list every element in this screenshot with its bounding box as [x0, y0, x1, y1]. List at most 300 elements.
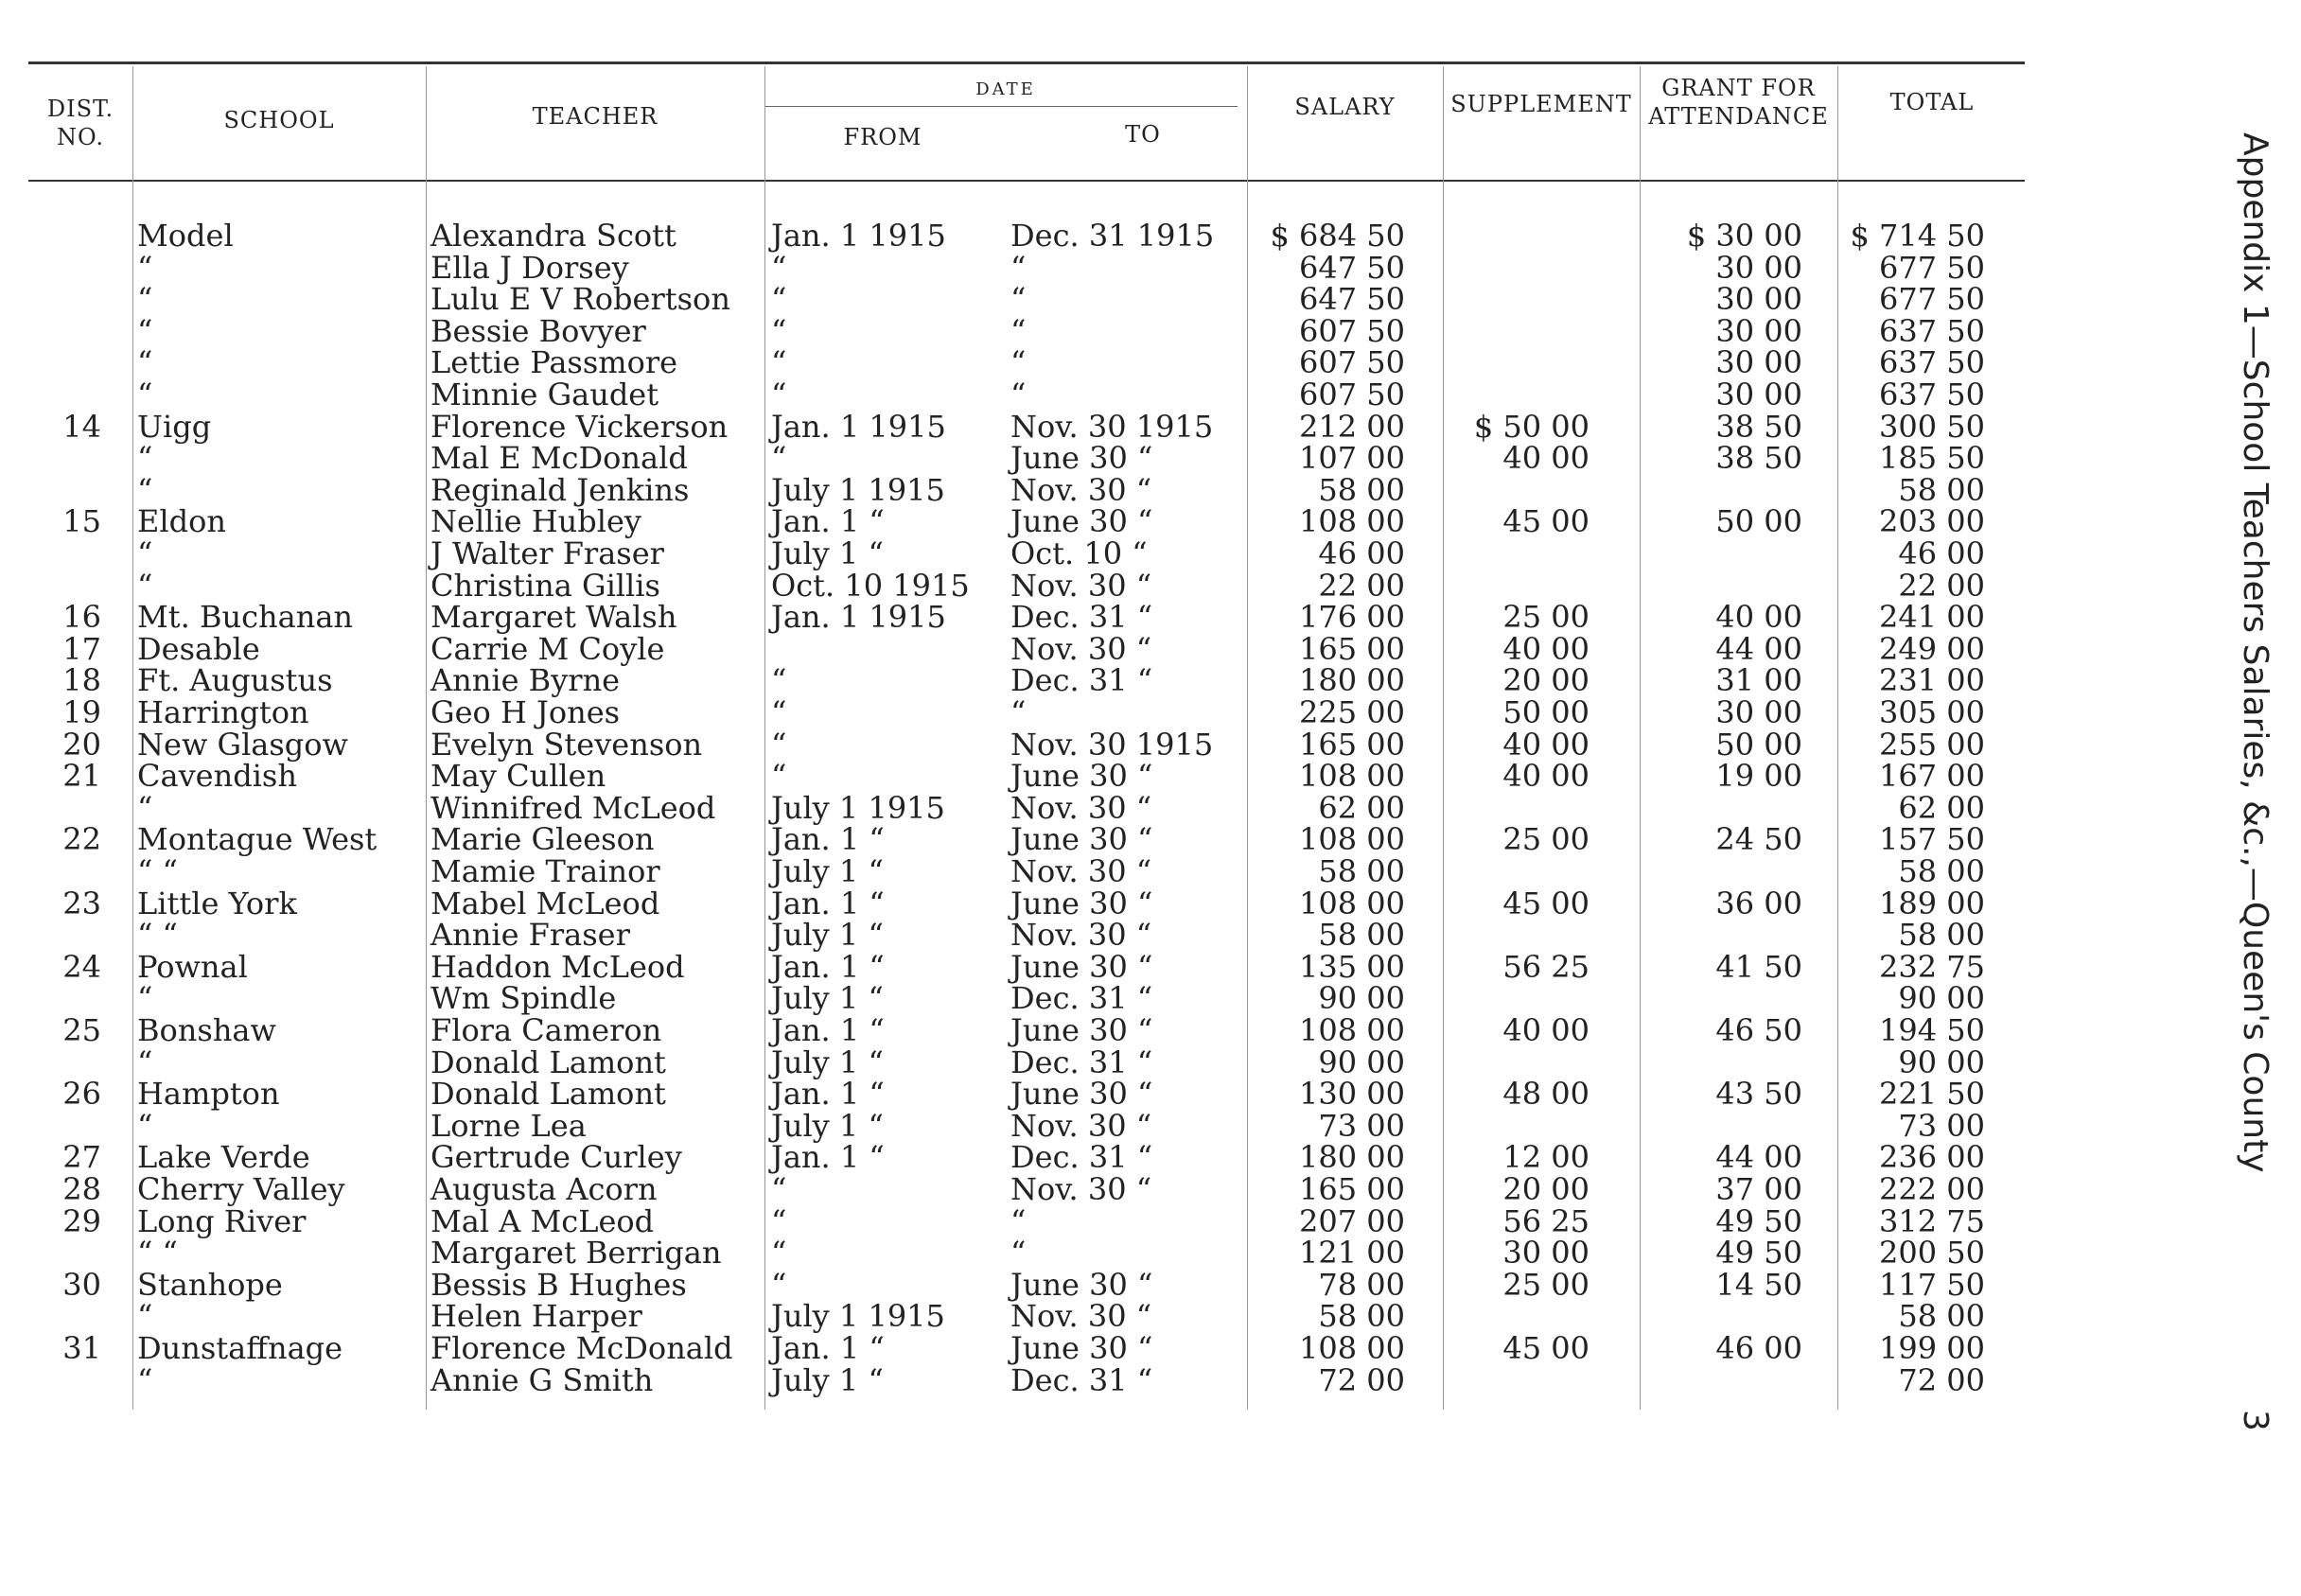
cell-school: “: [137, 567, 153, 604]
cell-grant: 31 00: [1715, 662, 1802, 699]
cell-salary: 607 50: [1299, 344, 1405, 381]
cell-to: Dec. 31 “: [1010, 662, 1153, 699]
cell-salary: 78 00: [1318, 1266, 1405, 1303]
cell-to: Nov. 30 “: [1010, 1298, 1152, 1335]
table-row: [0, 378, 2176, 411]
cell-dist: 14: [62, 408, 101, 445]
cell-salary: 180 00: [1299, 1139, 1405, 1176]
cell-teacher: Carrie M Coyle: [430, 630, 665, 667]
cell-total: 241 00: [1879, 599, 1985, 636]
cell-total: 62 00: [1898, 789, 1985, 826]
table-row: [0, 1298, 2176, 1335]
cell-total: 222 00: [1879, 1171, 1985, 1207]
cell-to: Dec. 31 1915: [1010, 218, 1215, 254]
cell-dist: 27: [62, 1139, 101, 1176]
cell-from: “: [771, 344, 787, 381]
cell-salary: 108 00: [1299, 758, 1405, 795]
cell-total: 157 50: [1879, 821, 1985, 858]
cell-to: “: [1010, 249, 1027, 286]
cell-salary: 647 50: [1299, 281, 1405, 318]
cell-school: Little York: [137, 885, 297, 921]
cell-total: 22 00: [1898, 567, 1985, 604]
cell-grant: 50 00: [1715, 503, 1802, 540]
cell-grant: 30 00: [1715, 694, 1802, 730]
side-caption-band: [2236, 132, 2275, 1514]
cell-from: “: [771, 1235, 787, 1272]
cell-school: “: [137, 789, 153, 826]
cell-dist: 21: [62, 758, 101, 795]
cell-to: Nov. 30 “: [1010, 917, 1152, 954]
cell-dist: 24: [62, 948, 101, 985]
cell-grant: 49 50: [1715, 1235, 1802, 1272]
cell-salary: 108 00: [1299, 1330, 1405, 1366]
cell-school: “ “: [137, 917, 178, 954]
cell-school: “: [137, 249, 153, 286]
cell-total: 677 50: [1879, 249, 1985, 286]
table-row: [0, 1046, 2176, 1079]
cell-school: “: [137, 1044, 153, 1080]
top-rule: [28, 61, 2025, 64]
cell-school: “: [137, 312, 153, 349]
cell-total: 58 00: [1898, 853, 1985, 889]
cell-from: “: [771, 440, 787, 477]
cell-from: Jan. 1 “: [771, 948, 885, 985]
cell-grant: 30 00: [1715, 344, 1802, 381]
cell-teacher: Christina Gillis: [430, 567, 660, 604]
cell-salary: 46 00: [1318, 535, 1405, 571]
cell-teacher: Minnie Gaudet: [430, 377, 659, 412]
cell-from: “: [771, 758, 787, 795]
cell-school: Ft. Augustus: [137, 662, 333, 699]
cell-teacher: Annie G Smith: [430, 1361, 654, 1398]
cell-supplement: 25 00: [1502, 599, 1590, 636]
cell-supplement: 45 00: [1502, 885, 1590, 921]
table-row: [0, 821, 2176, 858]
cell-from: July 1 1915: [771, 471, 945, 508]
cell-total: 236 00: [1879, 1139, 1985, 1176]
header-bottom-rule: [28, 180, 2025, 182]
cell-from: Jan. 1 “: [771, 1012, 885, 1048]
cell-salary: 225 00: [1299, 694, 1405, 730]
cell-grant: 38 50: [1715, 440, 1802, 477]
table-row: [0, 537, 2176, 570]
cell-school: “: [137, 980, 153, 1017]
table-row: [0, 887, 2176, 920]
table-row: [0, 312, 2176, 349]
cell-supplement: 20 00: [1502, 662, 1590, 699]
cell-from: “: [771, 1266, 787, 1303]
table-row: [0, 789, 2176, 826]
table-row: [0, 917, 2176, 954]
cell-school: “: [137, 281, 153, 318]
cell-teacher: Ella J Dorsey: [430, 249, 629, 286]
table-row: [0, 1332, 2176, 1364]
cell-total: 677 50: [1879, 281, 1985, 318]
cell-to: June 30 “: [1010, 821, 1153, 858]
cell-supplement: 40 00: [1502, 1012, 1590, 1048]
cell-grant: 30 00: [1715, 281, 1802, 318]
table-row: [0, 219, 2176, 252]
cell-from: “: [771, 1202, 787, 1239]
cell-to: Nov. 30 “: [1010, 630, 1152, 667]
cell-dist: 25: [62, 1012, 101, 1048]
cell-teacher: Florence Vickerson: [430, 408, 729, 445]
cell-teacher: Bessie Bovyer: [430, 312, 646, 349]
cell-dist: 15: [62, 503, 101, 540]
table-row: [0, 948, 2176, 985]
cell-to: June 30 “: [1010, 1266, 1153, 1303]
cell-to: “: [1010, 377, 1027, 412]
table-row: [0, 1139, 2176, 1176]
cell-grant: 14 50: [1715, 1266, 1802, 1303]
cell-dist: 17: [62, 630, 101, 667]
cell-salary: 130 00: [1299, 1076, 1405, 1113]
cell-grant: 44 00: [1715, 630, 1802, 667]
cell-total: 637 50: [1879, 377, 1985, 412]
cell-supplement: 25 00: [1502, 1266, 1590, 1303]
cell-school: “ “: [137, 1235, 178, 1272]
cell-salary: 176 00: [1299, 599, 1405, 636]
cell-teacher: Donald Lamont: [430, 1076, 666, 1113]
cell-total: 189 00: [1879, 885, 1985, 921]
cell-grant: 50 00: [1715, 726, 1802, 763]
cell-to: Nov. 30 “: [1010, 1107, 1152, 1144]
cell-total: 232 75: [1879, 948, 1985, 985]
cell-teacher: Mabel McLeod: [430, 885, 660, 921]
cell-school: Cherry Valley: [137, 1171, 345, 1207]
cell-salary: 121 00: [1299, 1235, 1405, 1272]
cell-dist: 26: [62, 1076, 101, 1113]
cell-teacher: Lorne Lea: [430, 1107, 587, 1144]
cell-from: July 1 “: [771, 535, 884, 571]
cell-supplement: 20 00: [1502, 1171, 1590, 1207]
cell-supplement: 25 00: [1502, 821, 1590, 858]
cell-school: Mt. Buchanan: [137, 599, 353, 636]
cell-teacher: Annie Byrne: [430, 662, 621, 699]
cell-teacher: Florence McDonald: [430, 1330, 733, 1366]
cell-teacher: Winnifred McLeod: [430, 789, 716, 826]
cell-supplement: 40 00: [1502, 726, 1590, 763]
cell-total: 637 50: [1879, 344, 1985, 381]
cell-supplement: 30 00: [1502, 1235, 1590, 1272]
cell-to: “: [1010, 694, 1027, 730]
cell-to: Nov. 30 1915: [1010, 408, 1214, 445]
cell-salary: 58 00: [1318, 471, 1405, 508]
cell-grant: 30 00: [1715, 377, 1802, 412]
cell-salary: 212 00: [1299, 408, 1405, 445]
cell-dist: 23: [62, 885, 101, 921]
cell-from: Jan. 1 “: [771, 821, 885, 858]
date-header-rule: [764, 106, 1238, 107]
header-supplement: SUPPLEMENT: [1450, 91, 1632, 117]
cell-school: “: [137, 1298, 153, 1335]
cell-salary: 72 00: [1318, 1361, 1405, 1398]
cell-total: 117 50: [1879, 1266, 1985, 1303]
cell-dist: 30: [62, 1266, 101, 1303]
cell-salary: 58 00: [1318, 853, 1405, 889]
cell-teacher: Mamie Trainor: [430, 853, 660, 889]
cell-teacher: Evelyn Stevenson: [430, 726, 703, 763]
cell-to: Nov. 30 “: [1010, 471, 1152, 508]
table-row: [0, 249, 2176, 286]
cell-salary: 62 00: [1318, 789, 1405, 826]
cell-from: “: [771, 377, 787, 412]
cell-total: 231 00: [1879, 662, 1985, 699]
cell-supplement: 40 00: [1502, 630, 1590, 667]
cell-total: 199 00: [1879, 1330, 1985, 1366]
cell-salary: 90 00: [1318, 980, 1405, 1017]
cell-salary: 107 00: [1299, 440, 1405, 477]
cell-teacher: Margaret Walsh: [430, 599, 677, 636]
cell-grant: 19 00: [1715, 758, 1802, 795]
table-row: [0, 980, 2176, 1017]
cell-total: 305 00: [1879, 694, 1985, 730]
side-caption: Appendix 1—School Teachers Salaries, &c.,—Queen's County: [2236, 132, 2275, 1173]
cell-total: 300 50: [1879, 408, 1985, 445]
cell-grant: 24 50: [1715, 821, 1802, 858]
cell-to: June 30 “: [1010, 948, 1153, 985]
page-number: 3: [2236, 1410, 2275, 1431]
cell-school: Harrington: [137, 694, 309, 730]
cell-teacher: Augusta Acorn: [430, 1171, 658, 1207]
cell-school: Uigg: [137, 408, 212, 445]
cell-to: “: [1010, 1202, 1027, 1239]
cell-school: New Glasgow: [137, 726, 348, 763]
cell-from: July 1 “: [771, 980, 884, 1017]
table-row: [0, 408, 2176, 445]
cell-from: “: [771, 281, 787, 318]
cell-school: Eldon: [137, 503, 226, 540]
cell-total: 203 00: [1879, 503, 1985, 540]
header-teacher: TEACHER: [532, 103, 659, 130]
cell-to: June 30 “: [1010, 1076, 1153, 1113]
cell-from: “: [771, 1171, 787, 1207]
table-row: [0, 1361, 2176, 1398]
cell-teacher: Donald Lamont: [430, 1044, 666, 1080]
table-row: [0, 344, 2176, 381]
cell-to: Nov. 30 “: [1010, 789, 1152, 826]
table-row: [0, 662, 2176, 699]
table-row: [0, 1173, 2176, 1205]
cell-grant: 44 00: [1715, 1139, 1802, 1176]
cell-salary: 73 00: [1318, 1107, 1405, 1144]
table-row: [0, 758, 2176, 795]
cell-to: June 30 “: [1010, 1012, 1153, 1048]
cell-total: 167 00: [1879, 758, 1985, 795]
cell-from: Oct. 10 1915: [771, 567, 970, 604]
cell-dist: 28: [62, 1171, 101, 1207]
cell-school: Pownal: [137, 948, 248, 985]
cell-salary: 207 00: [1299, 1202, 1405, 1239]
table-row: [0, 440, 2176, 477]
cell-total: 185 50: [1879, 440, 1985, 477]
cell-to: June 30 “: [1010, 503, 1153, 540]
cell-supplement: $ 50 00: [1473, 408, 1590, 445]
cell-school: Model: [137, 218, 234, 254]
cell-salary: 108 00: [1299, 821, 1405, 858]
cell-from: Jan. 1 “: [771, 503, 885, 540]
cell-total: 58 00: [1898, 1298, 1985, 1335]
table-row: [0, 1266, 2176, 1303]
cell-total: 58 00: [1898, 917, 1985, 954]
cell-total: 200 50: [1879, 1235, 1985, 1272]
cell-grant: 30 00: [1715, 312, 1802, 349]
cell-salary: 135 00: [1299, 948, 1405, 985]
cell-supplement: 56 25: [1502, 1202, 1590, 1239]
cell-teacher: Haddon McLeod: [430, 948, 685, 985]
cell-school: “: [137, 471, 153, 508]
cell-school: Montague West: [137, 821, 378, 858]
cell-salary: $ 684 50: [1270, 218, 1405, 254]
header-to: TO: [1125, 121, 1161, 148]
cell-salary: 108 00: [1299, 503, 1405, 540]
cell-school: “: [137, 377, 153, 412]
cell-from: July 1 “: [771, 853, 884, 889]
cell-teacher: Flora Cameron: [430, 1012, 662, 1048]
header-dist-no: DIST. NO.: [46, 96, 114, 150]
cell-to: “: [1010, 281, 1027, 318]
cell-grant: 41 50: [1715, 948, 1802, 985]
cell-school: Stanhope: [137, 1266, 283, 1303]
cell-grant: 46 50: [1715, 1012, 1802, 1048]
cell-school: Long River: [137, 1202, 307, 1239]
table-row: [0, 696, 2176, 728]
cell-to: Dec. 31 “: [1010, 1044, 1153, 1080]
cell-from: July 1 1915: [771, 1298, 945, 1335]
cell-dist: 22: [62, 821, 101, 858]
cell-to: “: [1010, 312, 1027, 349]
cell-salary: 180 00: [1299, 662, 1405, 699]
cell-from: Jan. 1 “: [771, 1076, 885, 1113]
cell-teacher: Lettie Passmore: [430, 344, 678, 381]
cell-supplement: 48 00: [1502, 1076, 1590, 1113]
cell-to: Dec. 31 “: [1010, 1361, 1153, 1398]
cell-to: Nov. 30 1915: [1010, 726, 1214, 763]
cell-total: $ 714 50: [1850, 218, 1985, 254]
cell-from: July 1 1915: [771, 789, 945, 826]
cell-teacher: Annie Fraser: [430, 917, 630, 954]
cell-salary: 58 00: [1318, 917, 1405, 954]
cell-from: “: [771, 249, 787, 286]
cell-school: “: [137, 440, 153, 477]
cell-grant: 43 50: [1715, 1076, 1802, 1113]
cell-dist: 16: [62, 599, 101, 636]
cell-salary: 58 00: [1318, 1298, 1405, 1335]
cell-dist: 29: [62, 1202, 101, 1239]
cell-teacher: Helen Harper: [430, 1298, 642, 1335]
cell-school: “: [137, 1107, 153, 1144]
cell-to: Dec. 31 “: [1010, 599, 1153, 636]
cell-supplement: 12 00: [1502, 1139, 1590, 1176]
cell-dist: 18: [62, 662, 101, 699]
cell-teacher: May Cullen: [430, 758, 606, 795]
cell-teacher: Mal A McLeod: [430, 1202, 655, 1239]
cell-teacher: Gertrude Curley: [430, 1139, 682, 1176]
cell-supplement: 45 00: [1502, 1330, 1590, 1366]
cell-salary: 165 00: [1299, 726, 1405, 763]
cell-to: Nov. 30 “: [1010, 567, 1152, 604]
cell-school: Dunstaffnage: [137, 1330, 343, 1366]
table-row: [0, 1235, 2176, 1272]
cell-school: “: [137, 1361, 153, 1398]
cell-salary: 108 00: [1299, 1012, 1405, 1048]
cell-salary: 90 00: [1318, 1044, 1405, 1080]
cell-total: 46 00: [1898, 535, 1985, 571]
header-salary: SALARY: [1294, 94, 1396, 120]
cell-from: Jan. 1 1915: [771, 599, 946, 636]
cell-salary: 607 50: [1299, 312, 1405, 349]
cell-teacher: Bessis B Hughes: [430, 1266, 687, 1303]
cell-supplement: 56 25: [1502, 948, 1590, 985]
table-row: [0, 1076, 2176, 1113]
cell-school: Lake Verde: [137, 1139, 310, 1176]
header-grant-for-attendance: GRANT FOR ATTENDANCE: [1648, 75, 1829, 130]
cell-total: 312 75: [1879, 1202, 1985, 1239]
table-row: [0, 1107, 2176, 1144]
cell-supplement: 40 00: [1502, 758, 1590, 795]
cell-teacher: J Walter Fraser: [430, 535, 664, 571]
cell-teacher: Margaret Berrigan: [430, 1235, 722, 1272]
cell-dist: 19: [62, 694, 101, 730]
cell-to: Dec. 31 “: [1010, 1139, 1153, 1176]
cell-from: Jan. 1 “: [771, 885, 885, 921]
cell-school: Desable: [137, 630, 260, 667]
cell-grant: 40 00: [1715, 599, 1802, 636]
cell-from: July 1 “: [771, 1107, 884, 1144]
cell-from: July 1 “: [771, 1044, 884, 1080]
cell-from: “: [771, 694, 787, 730]
cell-school: “ “: [137, 853, 178, 889]
cell-school: Bonshaw: [137, 1012, 276, 1048]
header-from: FROM: [843, 124, 922, 150]
cell-school: “: [137, 535, 153, 571]
cell-grant: 36 00: [1715, 885, 1802, 921]
cell-dist: 20: [62, 726, 101, 763]
cell-supplement: 40 00: [1502, 440, 1590, 477]
cell-from: July 1 “: [771, 1361, 884, 1398]
cell-from: Jan. 1 “: [771, 1139, 885, 1176]
cell-salary: 647 50: [1299, 249, 1405, 286]
cell-total: 58 00: [1898, 471, 1985, 508]
cell-supplement: 50 00: [1502, 694, 1590, 730]
cell-from: Jan. 1 “: [771, 1330, 885, 1366]
cell-teacher: Alexandra Scott: [430, 218, 676, 254]
cell-grant: 37 00: [1715, 1171, 1802, 1207]
cell-salary: 22 00: [1318, 567, 1405, 604]
cell-to: June 30 “: [1010, 758, 1153, 795]
header-school: SCHOOL: [223, 107, 335, 133]
cell-total: 249 00: [1879, 630, 1985, 667]
cell-grant: 46 00: [1715, 1330, 1802, 1366]
cell-school: Hampton: [137, 1076, 280, 1113]
cell-to: June 30 “: [1010, 440, 1153, 477]
cell-from: “: [771, 662, 787, 699]
cell-total: 90 00: [1898, 980, 1985, 1017]
cell-to: June 30 “: [1010, 885, 1153, 921]
cell-total: 221 50: [1879, 1076, 1985, 1113]
table-row: [0, 599, 2176, 636]
cell-teacher: Wm Spindle: [430, 980, 617, 1017]
cell-from: “: [771, 726, 787, 763]
cell-teacher: Marie Gleeson: [430, 821, 655, 858]
cell-supplement: 45 00: [1502, 503, 1590, 540]
table-row: [0, 471, 2176, 508]
cell-to: Dec. 31 “: [1010, 980, 1153, 1017]
header-total: TOTAL: [1889, 89, 1975, 115]
table-row: [0, 281, 2176, 318]
cell-to: Nov. 30 “: [1010, 1171, 1152, 1207]
cell-teacher: Reginald Jenkins: [430, 471, 690, 508]
